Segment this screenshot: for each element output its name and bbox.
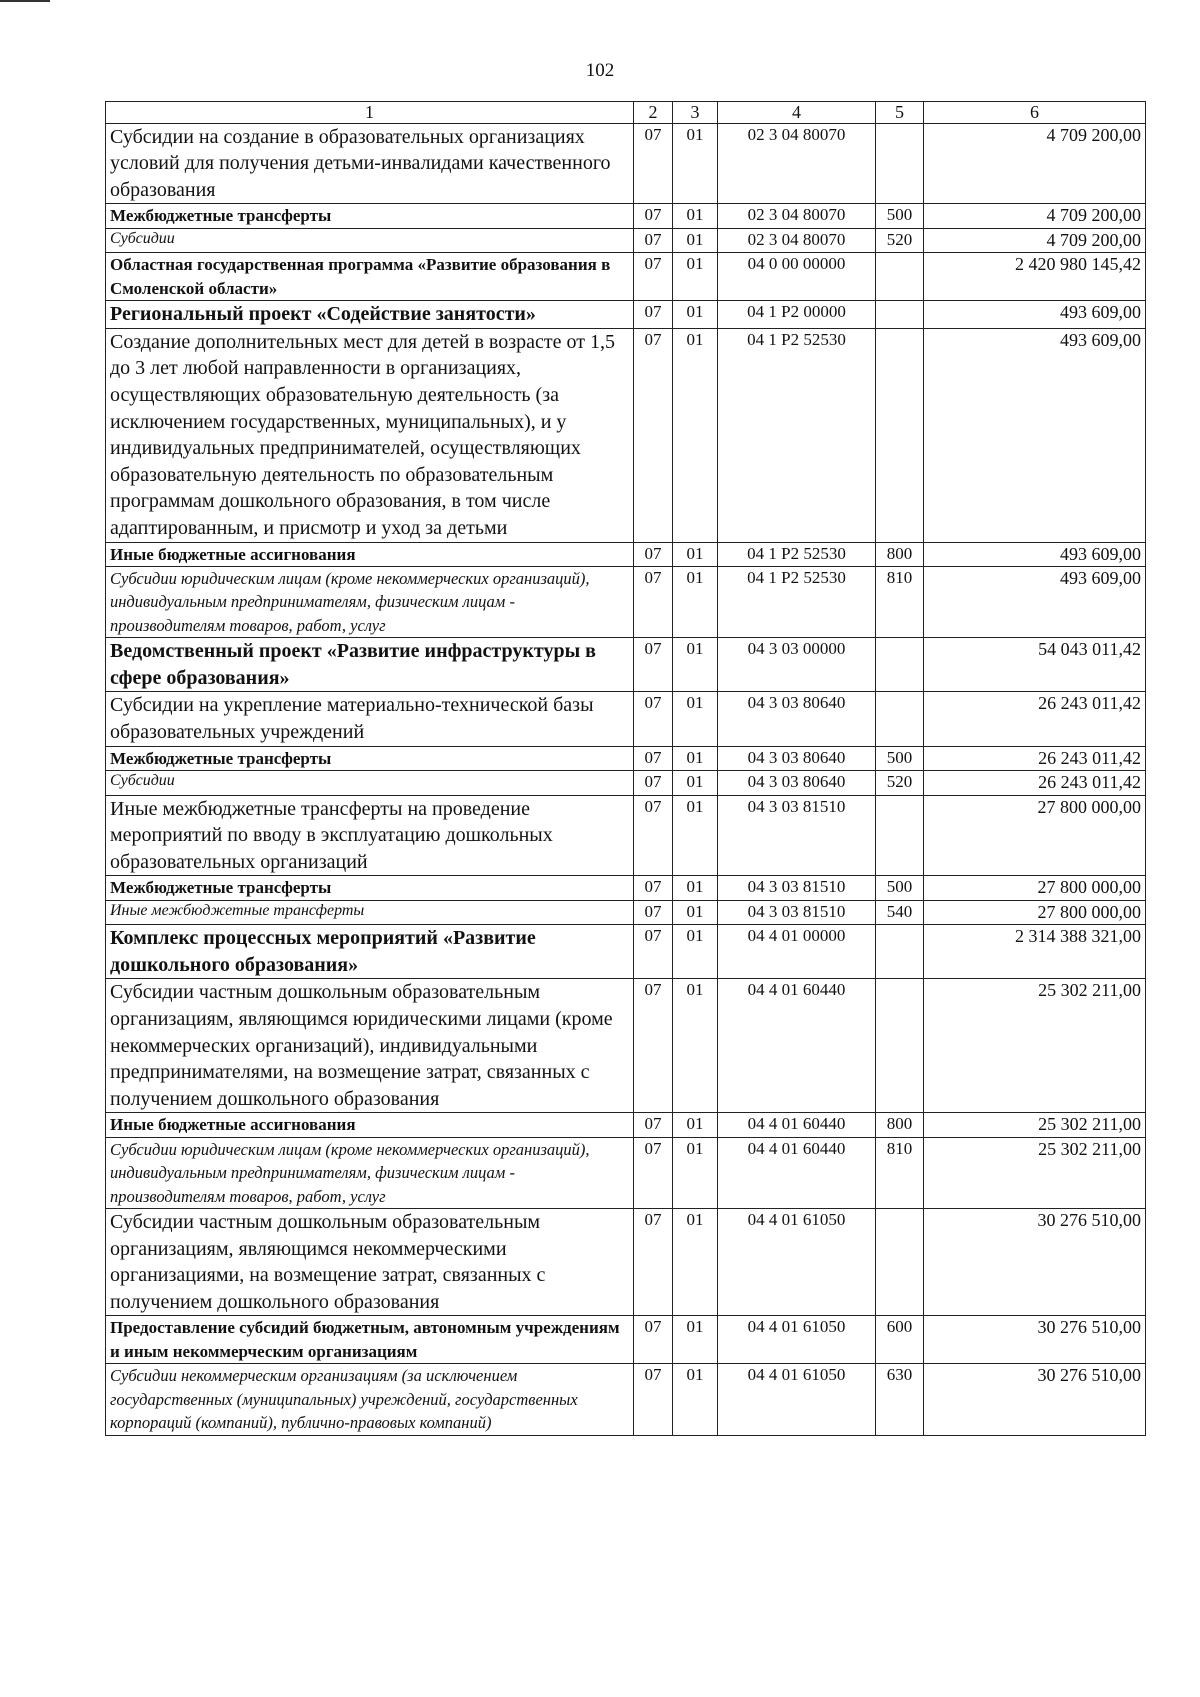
row-description: Субсидии на укрепление материально-технической базы образовательных учреждений: [106, 692, 634, 746]
row-section-code: 07: [634, 253, 673, 301]
header-row: [106, 102, 1146, 124]
row-description: Межбюджетные трансферты: [106, 746, 634, 770]
table-row: [106, 1113, 1146, 1137]
table-row: [106, 746, 1146, 770]
row-description: Субсидии частным дошкольным образовательным организациям, являющимся некоммерческими организациями, на возмещение затрат, связанных с получением дошкольного образования: [106, 1209, 634, 1316]
table-row: [106, 795, 1146, 876]
table-row: [106, 692, 1146, 746]
budget-table-container: [105, 101, 1145, 1436]
row-amount: 26 243 011,42: [924, 771, 1146, 795]
row-target-article: 04 3 03 81510: [718, 900, 876, 924]
row-description: Межбюджетные трансферты: [106, 876, 634, 900]
row-target-article: 04 3 03 80640: [718, 692, 876, 746]
row-subsection-code: 01: [673, 1316, 718, 1364]
row-target-article: 04 3 03 80640: [718, 771, 876, 795]
row-description: Иные межбюджетные трансферты: [106, 900, 634, 924]
row-section-code: 07: [634, 746, 673, 770]
row-amount: 4 709 200,00: [924, 204, 1146, 228]
row-description: Межбюджетные трансферты: [106, 204, 634, 228]
row-section-code: 07: [634, 542, 673, 566]
row-expense-type: 500: [876, 876, 924, 900]
row-section-code: 07: [634, 301, 673, 329]
row-subsection-code: 01: [673, 228, 718, 252]
row-section-code: 07: [634, 1209, 673, 1316]
row-subsection-code: 01: [673, 692, 718, 746]
row-subsection-code: 01: [673, 567, 718, 638]
row-section-code: 07: [634, 925, 673, 979]
header-cell-4: 4: [718, 102, 876, 124]
row-amount: 27 800 000,00: [924, 876, 1146, 900]
row-amount: 493 609,00: [924, 301, 1146, 329]
row-subsection-code: 01: [673, 1113, 718, 1137]
row-target-article: 04 4 01 60440: [718, 1113, 876, 1137]
table-body: [106, 123, 1146, 1435]
row-expense-type: [876, 253, 924, 301]
table-row: [106, 876, 1146, 900]
row-expense-type: [876, 301, 924, 329]
row-subsection-code: 01: [673, 123, 718, 204]
row-target-article: 04 3 03 80640: [718, 746, 876, 770]
row-expense-type: [876, 925, 924, 979]
row-description: Субсидии: [106, 228, 634, 252]
table-row: [106, 1364, 1146, 1435]
table-header: [106, 102, 1146, 124]
row-description: Субсидии юридическим лицам (кроме некоммерческих организаций), индивидуальным предпринимателям, физическим лицам - производителям товаров, работ, услуг: [106, 1137, 634, 1208]
row-target-article: 04 4 01 60440: [718, 979, 876, 1113]
row-expense-type: [876, 123, 924, 204]
row-subsection-code: 01: [673, 1209, 718, 1316]
header-cell-5: 5: [876, 102, 924, 124]
row-section-code: 07: [634, 1137, 673, 1208]
row-expense-type: [876, 795, 924, 876]
row-subsection-code: 01: [673, 1364, 718, 1435]
table-row: [106, 301, 1146, 329]
row-description: Субсидии на создание в образовательных организациях условий для получения детьми-инвалидами качественного образования: [106, 123, 634, 204]
row-expense-type: [876, 328, 924, 542]
row-subsection-code: 01: [673, 795, 718, 876]
row-amount: 30 276 510,00: [924, 1364, 1146, 1435]
row-amount: 493 609,00: [924, 542, 1146, 566]
row-section-code: 07: [634, 123, 673, 204]
table-row: [106, 638, 1146, 692]
row-subsection-code: 01: [673, 771, 718, 795]
row-amount: 26 243 011,42: [924, 692, 1146, 746]
row-subsection-code: 01: [673, 204, 718, 228]
row-section-code: 07: [634, 771, 673, 795]
scan-mark: [0, 0, 50, 2]
row-amount: 493 609,00: [924, 328, 1146, 542]
row-subsection-code: 01: [673, 746, 718, 770]
table-row: [106, 900, 1146, 924]
row-description: Создание дополнительных мест для детей в возрасте от 1,5 до 3 лет любой направленности в организациях, осуществляющих образовательную деятельность (за исключением государственных, муниципальных), и у индивидуальных предпринимателей, осуществляющих образовательную деятельность по образовательным программам дошкольного образования, в том числе адаптированным, и присмотр и уход за детьми: [106, 328, 634, 542]
row-expense-type: 520: [876, 771, 924, 795]
table-row: [106, 228, 1146, 252]
row-expense-type: 540: [876, 900, 924, 924]
row-description: Субсидии частным дошкольным образовательным организациям, являющимся юридическими лицами (кроме некоммерческих организаций), индивидуальными предпринимателями, на возмещение затрат, связанных с получением дошкольного образования: [106, 979, 634, 1113]
row-description: Иные межбюджетные трансферты на проведение мероприятий по вводу в эксплуатацию дошкольных образовательных организаций: [106, 795, 634, 876]
row-target-article: 02 3 04 80070: [718, 204, 876, 228]
row-amount: 493 609,00: [924, 567, 1146, 638]
row-target-article: 04 4 01 61050: [718, 1209, 876, 1316]
row-section-code: 07: [634, 979, 673, 1113]
row-section-code: 07: [634, 638, 673, 692]
row-section-code: 07: [634, 876, 673, 900]
row-target-article: 04 1 P2 52530: [718, 328, 876, 542]
row-section-code: 07: [634, 328, 673, 542]
row-amount: 2 420 980 145,42: [924, 253, 1146, 301]
row-description: Ведомственный проект «Развитие инфраструктуры в сфере образования»: [106, 638, 634, 692]
row-description: Иные бюджетные ассигнования: [106, 542, 634, 566]
row-expense-type: 810: [876, 1137, 924, 1208]
row-amount: 4 709 200,00: [924, 228, 1146, 252]
row-subsection-code: 01: [673, 925, 718, 979]
row-amount: 26 243 011,42: [924, 746, 1146, 770]
row-section-code: 07: [634, 795, 673, 876]
row-section-code: 07: [634, 692, 673, 746]
table-row: [106, 542, 1146, 566]
table-row: [106, 123, 1146, 204]
table-row: [106, 253, 1146, 301]
row-subsection-code: 01: [673, 301, 718, 329]
row-section-code: 07: [634, 900, 673, 924]
row-expense-type: [876, 638, 924, 692]
row-section-code: 07: [634, 1364, 673, 1435]
row-amount: 27 800 000,00: [924, 795, 1146, 876]
table-row: [106, 328, 1146, 542]
row-section-code: 07: [634, 228, 673, 252]
row-target-article: 04 3 03 00000: [718, 638, 876, 692]
row-expense-type: 600: [876, 1316, 924, 1364]
row-amount: 54 043 011,42: [924, 638, 1146, 692]
row-description: Региональный проект «Содействие занятости»: [106, 301, 634, 329]
row-subsection-code: 01: [673, 638, 718, 692]
row-description: Иные бюджетные ассигнования: [106, 1113, 634, 1137]
row-description: Субсидии некоммерческим организациям (за исключением государственных (муниципальных) учреждений, государственных корпораций (компаний), публично-правовых компаний): [106, 1364, 634, 1435]
row-description: Субсидии юридическим лицам (кроме некоммерческих организаций), индивидуальным предпринимателям, физическим лицам - производителям товаров, работ, услуг: [106, 567, 634, 638]
row-target-article: 04 1 P2 52530: [718, 567, 876, 638]
header-cell-2: 2: [634, 102, 673, 124]
row-subsection-code: 01: [673, 876, 718, 900]
row-target-article: 04 4 01 61050: [718, 1316, 876, 1364]
table-row: [106, 567, 1146, 638]
page-number: 102: [585, 60, 615, 81]
row-target-article: 04 4 01 61050: [718, 1364, 876, 1435]
row-amount: 2 314 388 321,00: [924, 925, 1146, 979]
row-expense-type: 810: [876, 567, 924, 638]
row-amount: 4 709 200,00: [924, 123, 1146, 204]
header-cell-3: 3: [673, 102, 718, 124]
row-expense-type: 630: [876, 1364, 924, 1435]
row-section-code: 07: [634, 1316, 673, 1364]
row-subsection-code: 01: [673, 979, 718, 1113]
row-expense-type: [876, 692, 924, 746]
budget-table: [105, 101, 1146, 1436]
row-subsection-code: 01: [673, 253, 718, 301]
row-section-code: 07: [634, 567, 673, 638]
row-target-article: 04 0 00 00000: [718, 253, 876, 301]
table-row: [106, 925, 1146, 979]
table-row: [106, 204, 1146, 228]
row-target-article: 04 4 01 60440: [718, 1137, 876, 1208]
row-expense-type: [876, 979, 924, 1113]
row-expense-type: 500: [876, 746, 924, 770]
row-expense-type: [876, 1209, 924, 1316]
row-subsection-code: 01: [673, 1137, 718, 1208]
row-section-code: 07: [634, 1113, 673, 1137]
row-amount: 27 800 000,00: [924, 900, 1146, 924]
row-section-code: 07: [634, 204, 673, 228]
row-target-article: 02 3 04 80070: [718, 228, 876, 252]
table-row: [106, 1316, 1146, 1364]
row-description: Областная государственная программа «Развитие образования в Смоленской области»: [106, 253, 634, 301]
row-target-article: 04 4 01 00000: [718, 925, 876, 979]
row-expense-type: 520: [876, 228, 924, 252]
row-amount: 30 276 510,00: [924, 1316, 1146, 1364]
table-row: [106, 771, 1146, 795]
row-subsection-code: 01: [673, 328, 718, 542]
header-cell-1: 1: [106, 102, 634, 124]
table-row: [106, 979, 1146, 1113]
table-row: [106, 1137, 1146, 1208]
row-amount: 25 302 211,00: [924, 979, 1146, 1113]
row-description: Комплекс процессных мероприятий «Развитие дошкольного образования»: [106, 925, 634, 979]
row-expense-type: 800: [876, 1113, 924, 1137]
row-subsection-code: 01: [673, 900, 718, 924]
row-subsection-code: 01: [673, 542, 718, 566]
row-description: Предоставление субсидий бюджетным, автономным учреждениям и иным некоммерческим организациям: [106, 1316, 634, 1364]
row-expense-type: 800: [876, 542, 924, 566]
row-target-article: 02 3 04 80070: [718, 123, 876, 204]
row-target-article: 04 1 P2 00000: [718, 301, 876, 329]
row-target-article: 04 3 03 81510: [718, 795, 876, 876]
row-target-article: 04 3 03 81510: [718, 876, 876, 900]
table-row: [106, 1209, 1146, 1316]
row-description: Субсидии: [106, 771, 634, 795]
row-amount: 30 276 510,00: [924, 1209, 1146, 1316]
row-amount: 25 302 211,00: [924, 1113, 1146, 1137]
row-target-article: 04 1 P2 52530: [718, 542, 876, 566]
row-amount: 25 302 211,00: [924, 1137, 1146, 1208]
header-cell-6: 6: [924, 102, 1146, 124]
row-expense-type: 500: [876, 204, 924, 228]
